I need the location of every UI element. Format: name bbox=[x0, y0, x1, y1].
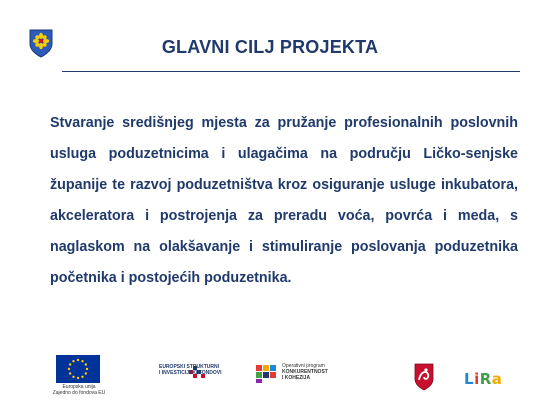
lira-letter: a bbox=[491, 370, 503, 388]
body-line: Stvaranje središnjeg mjesta za pružanje profesionalnih bbox=[50, 115, 443, 131]
eu-flag-icon bbox=[56, 355, 100, 383]
eu-caption bbox=[46, 384, 112, 396]
town-shield-icon bbox=[414, 363, 434, 391]
op-line: I KOHEZIJA bbox=[282, 375, 311, 381]
eu-caption-line: Europska unija bbox=[62, 384, 96, 390]
body-line: preradu voća, povrća i meda, s naglaskom na olakšavanje i bbox=[50, 208, 518, 255]
lira-logo bbox=[464, 370, 502, 388]
body-line: poduzetnika. bbox=[204, 270, 292, 286]
lira-letter: R bbox=[479, 370, 492, 388]
esi-line: I INVESTICIJSKI FONDOVI bbox=[159, 370, 222, 376]
body-line: osiguranje usluge inkubatora, akceleratora i postrojenja za bbox=[50, 177, 519, 224]
op-line: KONKURENTNOST bbox=[282, 369, 328, 375]
body-line: stimuliranje poslovanja poduzetnika početnika i postojećih bbox=[50, 239, 518, 286]
esi-line: EUROPSKI STRUKTURNI bbox=[159, 364, 220, 370]
county-crest-icon bbox=[28, 28, 54, 58]
esi-funds-label bbox=[159, 364, 222, 376]
title-divider bbox=[62, 71, 520, 72]
op-kik-label bbox=[282, 363, 328, 381]
lira-letter: i bbox=[474, 370, 480, 388]
slide-title: GLAVNI CILJ PROJEKTA bbox=[161, 37, 379, 57]
body-line: poslovnih usluga poduzetnicima i ulagačima na području bbox=[50, 115, 518, 162]
op-kik-icon bbox=[256, 365, 276, 383]
footer-logos bbox=[0, 350, 560, 410]
body-line: Ličko-senjske županije te razvoj poduzetništva kroz bbox=[50, 146, 518, 193]
slide-body bbox=[50, 108, 518, 294]
eu-caption-line: Zajedno do fondova EU bbox=[52, 390, 106, 396]
lira-letter: L bbox=[464, 370, 475, 388]
op-line: Operativni program bbox=[282, 363, 325, 369]
